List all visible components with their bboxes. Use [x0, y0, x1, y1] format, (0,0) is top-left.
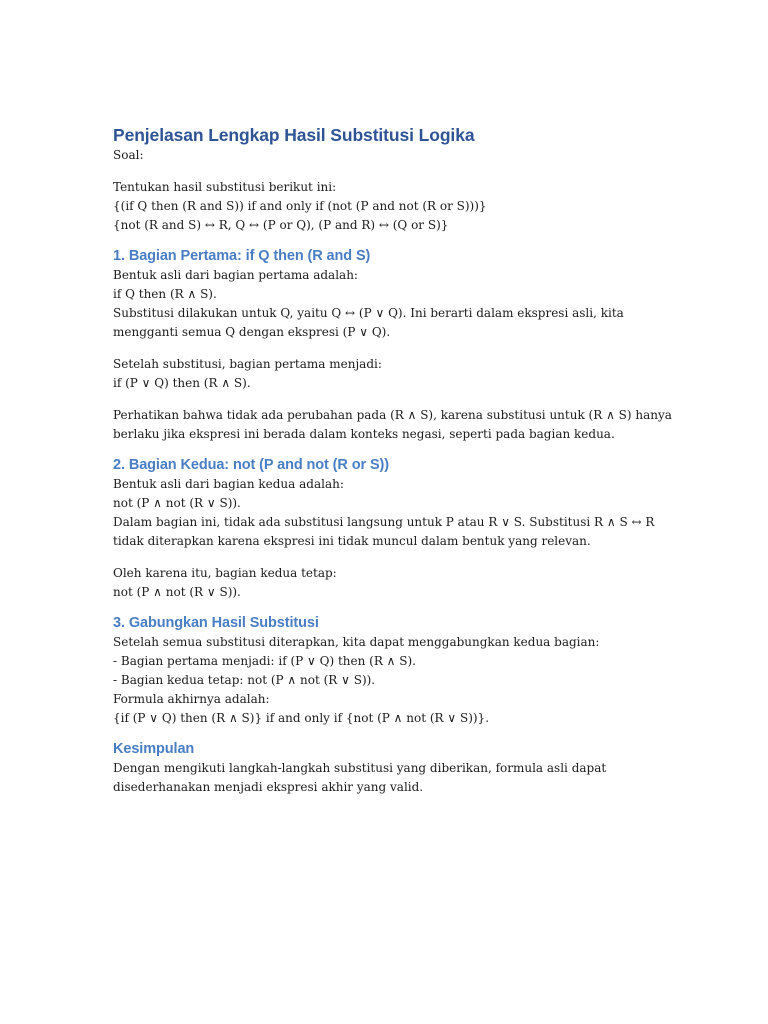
- text-line: not (P ∧ not (R ∨ S)).: [113, 585, 241, 599]
- text-line: - Bagian pertama menjadi: if (P ∨ Q) then (R ∧ S).: [113, 654, 416, 668]
- text-line: Setelah semua substitusi diterapkan, kita dapat menggabungkan kedua bagian:: [113, 635, 600, 649]
- conclusion-paragraph: [113, 759, 673, 797]
- document-title: Penjelasan Lengkap Hasil Substitusi Logika: [113, 125, 475, 145]
- text-line: disederhanakan menjadi ekspresi akhir yang valid.: [113, 780, 424, 794]
- text-line: mengganti semua Q dengan ekspresi (P ∨ Q).: [113, 325, 391, 339]
- section2-heading: 2. Bagian Kedua: not (P and not (R or S)): [113, 457, 389, 473]
- text-line: - Bagian kedua tetap: not (P ∧ not (R ∨ S)).: [113, 673, 376, 687]
- section3-heading: 3. Gabungkan Hasil Substitusi: [113, 615, 319, 631]
- section2-paragraph-2: [113, 564, 673, 602]
- text-line: Bentuk asli dari bagian pertama adalah:: [113, 268, 358, 282]
- text-line: Bentuk asli dari bagian kedua adalah:: [113, 477, 344, 491]
- section2-paragraph-1: [113, 475, 673, 551]
- intro-substitutions: {not (R and S) ↔ R, Q ↔ (P or Q), (P and R) ↔ (Q or S)}: [113, 218, 449, 232]
- text-line: tidak diterapkan karena ekspresi ini tidak muncul dalam bentuk yang relevan.: [113, 534, 591, 548]
- text-line: Dalam bagian ini, tidak ada substitusi langsung untuk P atau R ∨ S. Substitusi R ∧ S ↔ R: [113, 515, 655, 529]
- text-line: Oleh karena itu, bagian kedua tetap:: [113, 566, 337, 580]
- text-line: if Q then (R ∧ S).: [113, 287, 217, 301]
- section3-paragraph-1: [113, 633, 673, 728]
- intro-formula: {(if Q then (R and S)) if and only if (not (P and not (R or S)))}: [113, 199, 487, 213]
- text-line: Setelah substitusi, bagian pertama menjadi:: [113, 357, 382, 371]
- text-line: Formula akhirnya adalah:: [113, 692, 270, 706]
- text-line: {if (P ∨ Q) then (R ∧ S)} if and only if {not (P ∧ not (R ∨ S))}.: [113, 711, 490, 725]
- section1-paragraph-3: [113, 406, 673, 444]
- intro-instruction: Tentukan hasil substitusi berikut ini:: [113, 180, 337, 194]
- text-line: Substitusi dilakukan untuk Q, yaitu Q ↔ (P ∨ Q). Ini berarti dalam ekspresi asli, kita: [113, 306, 624, 320]
- section1-heading: 1. Bagian Pertama: if Q then (R and S): [113, 248, 371, 264]
- section1-paragraph-1: [113, 266, 673, 342]
- text-line: Dengan mengikuti langkah-langkah substitusi yang diberikan, formula asli dapat: [113, 761, 607, 775]
- text-line: not (P ∧ not (R ∨ S)).: [113, 496, 241, 510]
- conclusion-heading: Kesimpulan: [113, 741, 195, 757]
- intro-paragraph: [113, 178, 673, 235]
- document-page: [113, 124, 673, 797]
- text-line: berlaku jika ekspresi ini berada dalam konteks negasi, seperti pada bagian kedua.: [113, 427, 615, 441]
- text-line: if (P ∨ Q) then (R ∧ S).: [113, 376, 251, 390]
- soal-label: Soal:: [113, 148, 144, 162]
- text-line: Perhatikan bahwa tidak ada perubahan pada (R ∧ S), karena substitusi untuk (R ∧ S) hanya: [113, 408, 672, 422]
- section1-paragraph-2: [113, 355, 673, 393]
